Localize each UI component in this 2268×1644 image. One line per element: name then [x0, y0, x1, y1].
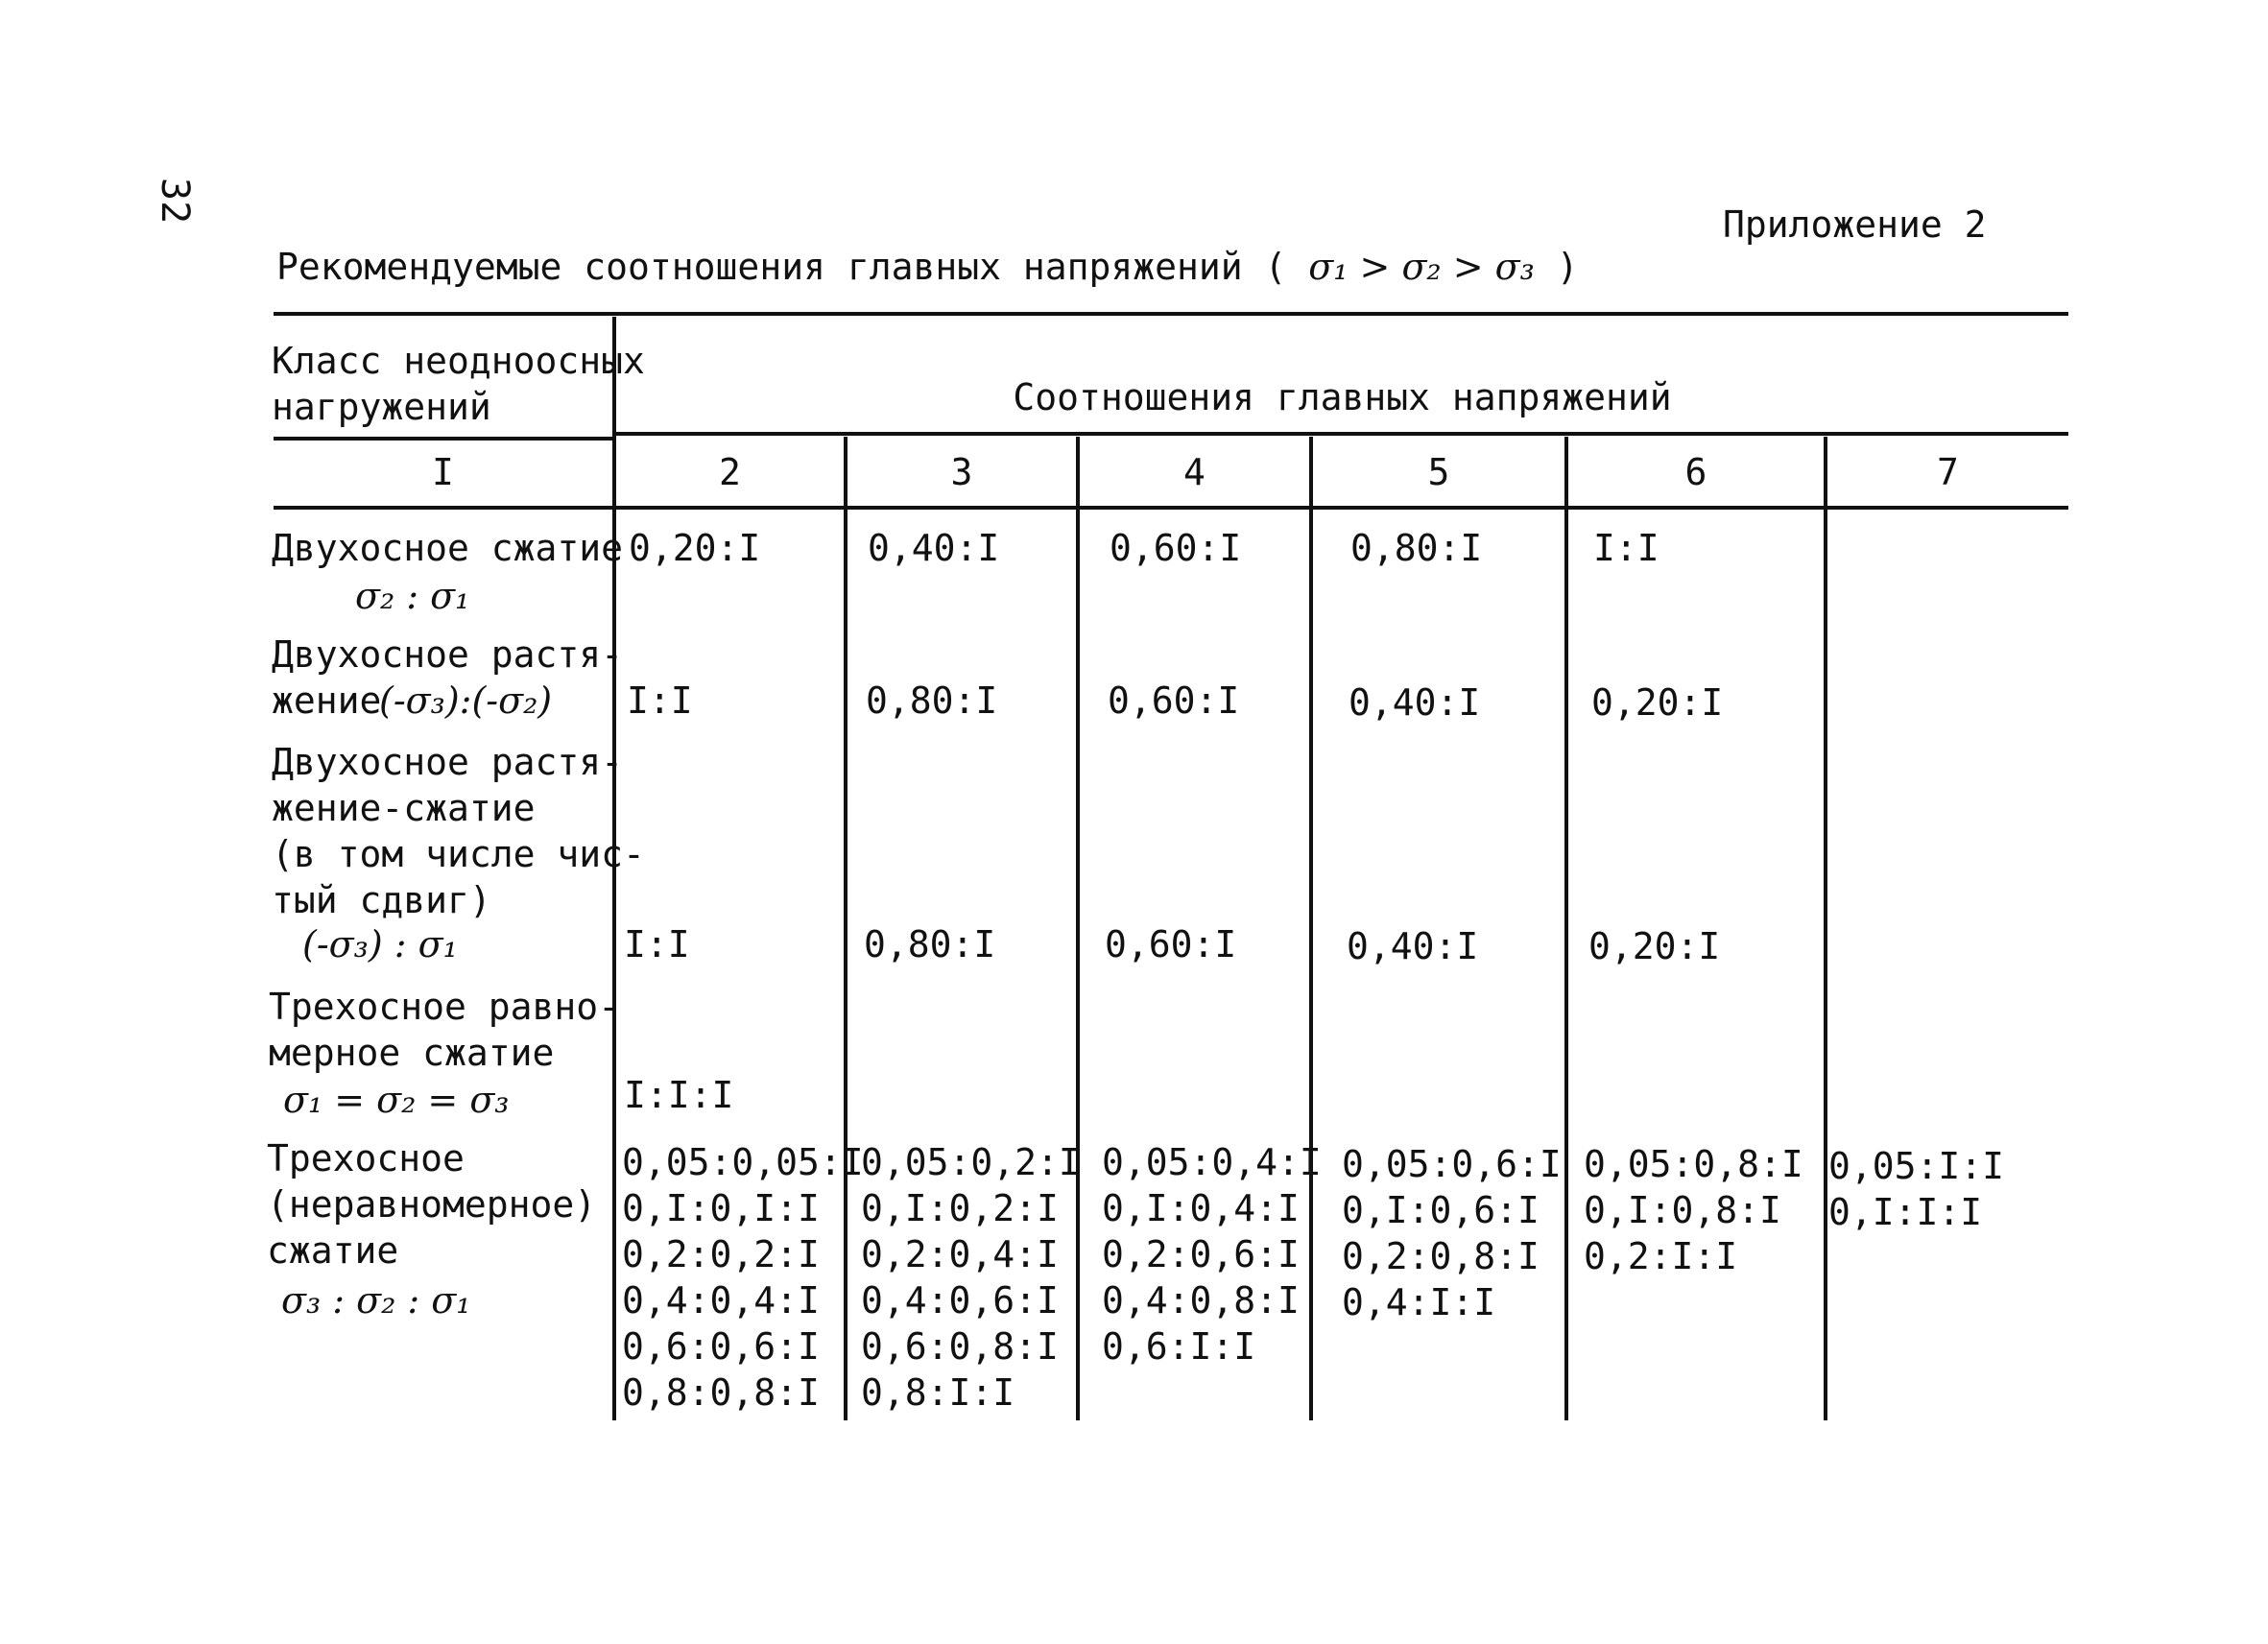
table-cell: 0,40:I [1349, 681, 1481, 724]
table-cell: 0,80:I [866, 679, 998, 722]
row-formula: σ₁ = σ₂ = σ₃ [283, 1079, 510, 1121]
col-divider-6 [1824, 437, 1827, 1420]
header-class-label: Класс неодноосных нагружений [272, 340, 645, 428]
header-span-rule [616, 432, 2068, 436]
column-number-4: 4 [1183, 451, 1206, 493]
table-cell: I:I [1593, 527, 1659, 569]
table-cell: I:I:I [624, 1074, 734, 1116]
appendix-label: Приложение 2 [1723, 203, 1987, 246]
row-formula: (-σ₃):(-σ₂) [379, 679, 553, 722]
table-cell: 0,20:I [629, 527, 761, 569]
row-label: Трехосное равно- мерное сжатие [269, 986, 621, 1074]
row-label: Двухосное сжатие [272, 527, 624, 569]
table-cell: 0,80:I [1350, 527, 1483, 569]
table-cell: 0,20:I [1591, 681, 1724, 724]
table-cell: 0,05:0,8:I 0,I:0,8:I 0,2:I:I [1584, 1143, 1803, 1277]
table-cell: 0,05:0,6:I 0,I:0,6:I 0,2:0,8:I 0,4:I:I [1342, 1143, 1562, 1323]
row-formula: (-σ₃) : σ₁ [302, 923, 458, 965]
table-cell: 0,60:I [1110, 527, 1242, 569]
column-number-5: 5 [1427, 451, 1450, 493]
table-cell: 0,40:I [1347, 925, 1479, 967]
table-cell: 0,40:I [868, 527, 1000, 569]
column-number-1: I [432, 451, 454, 493]
column-numbers-rule [274, 506, 2068, 510]
column-number-7: 7 [1937, 451, 1959, 493]
table-title-close: ) [1556, 246, 1579, 288]
col1-header-rule [274, 437, 616, 441]
table-title-text: Рекомендуемые соотношения главных напряжений ( [276, 246, 1287, 288]
table-cell: I:I [624, 923, 690, 965]
table-cell: 0,05:0,05:I 0,I:0,I:I 0,2:0,2:I 0,4:0,4:I 0,6:0,6:I 0,8:0,8:I [622, 1141, 864, 1414]
page-number: 32 [153, 178, 197, 225]
table-title-math: σ₁ > σ₂ > σ₃ [1308, 246, 1535, 288]
table-cell: 0,05:0,4:I 0,I:0,4:I 0,2:0,6:I 0,4:0,8:I 0,6:I:I [1102, 1141, 1322, 1368]
col-divider-5 [1564, 437, 1568, 1420]
table-cell: 0,05:0,2:I 0,I:0,2:I 0,2:0,4:I 0,4:0,6:I 0,6:0,8:I 0,8:I:I [861, 1141, 1081, 1414]
table-cell: 0,80:I [864, 923, 996, 965]
table-cell: I:I [627, 679, 693, 722]
row-formula: σ₂ : σ₁ [355, 575, 470, 617]
row-label: Трехосное (неравномерное) сжатие [267, 1137, 597, 1272]
column-number-3: 3 [950, 451, 973, 493]
column-number-6: 6 [1684, 451, 1707, 493]
column-number-2: 2 [719, 451, 741, 493]
table-cell: 0,20:I [1588, 925, 1721, 967]
table-cell: 0,60:I [1105, 923, 1237, 965]
header-span-label: Соотношения главных напряжений [1013, 376, 1672, 418]
table-title [276, 246, 1579, 288]
table-cell: 0,05:I:I 0,I:I:I [1828, 1145, 2005, 1233]
row-formula: σ₃ : σ₂ : σ₁ [281, 1279, 471, 1322]
row-label: Двухосное растя- жение [272, 633, 624, 722]
table-top-rule [274, 312, 2068, 316]
table-cell: 0,60:I [1108, 679, 1240, 722]
row-label: Двухосное растя- жение-сжатие (в том числе чис- тый сдвиг) [272, 741, 645, 921]
